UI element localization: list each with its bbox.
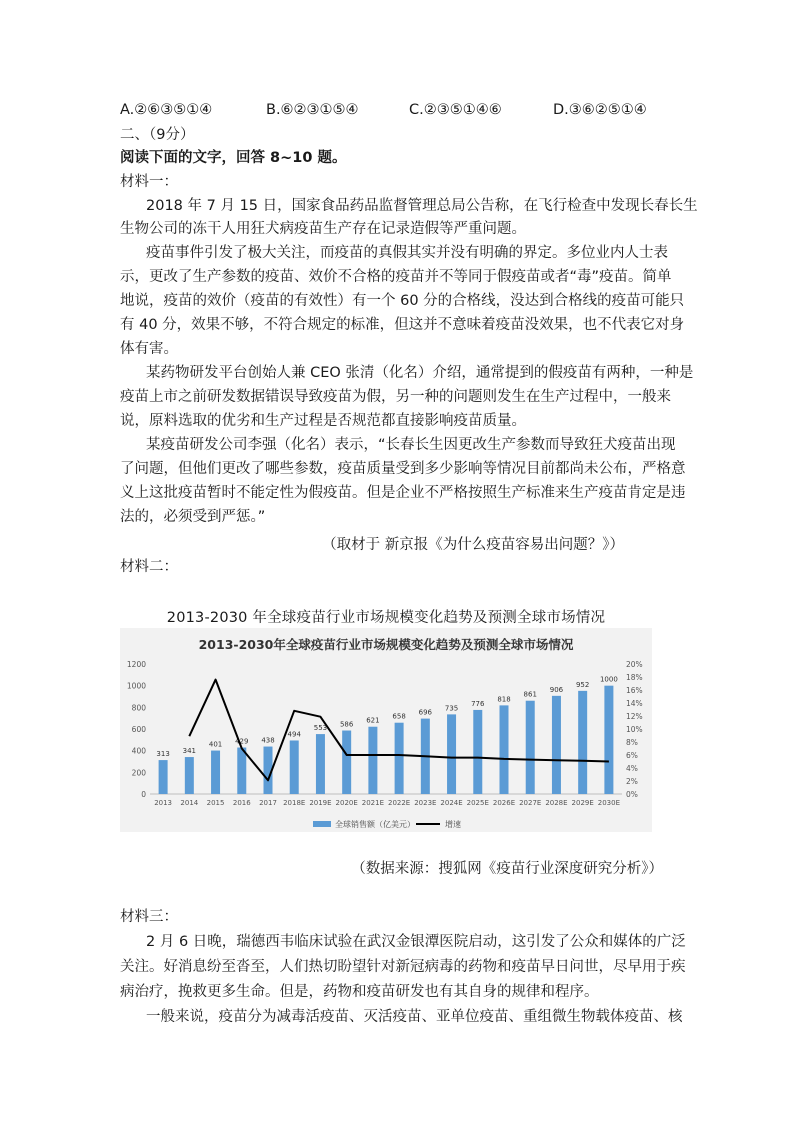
bar-value-label: 553 xyxy=(313,724,328,733)
right-axis-tick-label: 6% xyxy=(626,751,638,760)
right-axis-tick-label: 8% xyxy=(626,738,638,747)
option-b: B.⑥②③①⑤④ xyxy=(266,102,359,118)
right-axis-tick-label: 4% xyxy=(626,764,638,773)
paragraph-line: 义上这批疫苗暂时不能定性为假疫苗。但是企业不严格按照生产标准来生产疫苗肯定是违 xyxy=(120,485,686,501)
left-axis-tick-label: 1200 xyxy=(126,660,146,669)
x-tick-label: 2025E xyxy=(466,799,489,807)
paragraph-line: 疫苗上市之前研发数据错误导致疫苗为假，另一种的问题则发生在生产过程中，一般来 xyxy=(120,389,671,405)
bar xyxy=(395,723,404,794)
bar-value-label: 494 xyxy=(287,730,301,739)
x-tick-label: 2020E xyxy=(335,799,358,807)
material-1-label: 材料一： xyxy=(120,174,178,190)
bar xyxy=(237,748,246,794)
x-tick-label: 2022E xyxy=(387,799,411,807)
left-axis-tick-label: 600 xyxy=(131,725,146,734)
x-tick-label: 2023E xyxy=(414,799,437,807)
bar xyxy=(552,696,561,794)
x-tick-label: 2027E xyxy=(519,799,542,807)
bar-value-label: 438 xyxy=(261,736,275,745)
bar xyxy=(368,727,377,794)
bar xyxy=(473,710,482,794)
paragraph-line: 法的，必须受到严惩。” xyxy=(120,509,266,525)
legend-line-label: 增速 xyxy=(445,820,461,829)
option-a: A.②⑥③⑤①④ xyxy=(120,102,213,118)
bar-value-label: 818 xyxy=(497,695,511,704)
section-heading: 二、（9分） xyxy=(120,127,195,143)
x-tick-label: 2017 xyxy=(259,799,277,807)
bar-value-label: 401 xyxy=(208,740,223,749)
right-axis-tick-label: 18% xyxy=(626,673,643,682)
bar-value-label: 341 xyxy=(182,747,197,756)
bar xyxy=(342,731,351,794)
option-d: D.③⑥②⑤①④ xyxy=(553,102,647,118)
x-tick-label: 2014 xyxy=(180,799,199,807)
material-2-source: （数据来源：搜狐网《疫苗行业深度研究分析》） xyxy=(351,861,663,877)
paragraph-line: 关注。好消息纷至沓至，人们热切盼望针对新冠病毒的药物和疫苗早日问世，尽早用于疾 xyxy=(120,959,686,975)
paragraph-line: 某疫苗研发公司李强（化名）表示，“长春长生因更改生产参数而导致狂犬疫苗出现 xyxy=(146,437,676,453)
left-axis-tick-label: 1000 xyxy=(126,681,146,691)
bar xyxy=(526,701,535,794)
bar-value-label: 586 xyxy=(339,720,354,729)
x-tick-label: 2029E xyxy=(571,799,594,807)
bar xyxy=(500,705,509,794)
paragraph-line: 疫苗事件引发了极大关注，而疫苗的真假其实并没有明确的界定。多位业内人士表 xyxy=(146,245,668,261)
section-instruction: 阅读下面的文字，回答 8~10 题。 xyxy=(120,150,347,166)
bar-value-label: 1000 xyxy=(599,675,618,684)
paragraph-line: 地说，疫苗的效价（疫苗的有效性）有一个 60 分的合格线，没达到合格线的疫苗可能只 xyxy=(120,293,685,309)
chart-panel xyxy=(120,628,652,832)
bar xyxy=(316,734,325,794)
material-3-label: 材料三： xyxy=(120,909,178,925)
material-1-source: （取材于 新京报《为什么疫苗容易出问题？》） xyxy=(322,537,624,553)
legend-bar-swatch xyxy=(313,821,331,827)
chart-inner-title: 2013-2030年全球疫苗行业市场规模变化趋势及预测全球市场情况 xyxy=(198,637,574,652)
bar xyxy=(211,751,220,794)
bar-value-label: 861 xyxy=(523,690,537,699)
bar-value-label: 313 xyxy=(156,750,170,759)
option-c: C.②③⑤①④⑥ xyxy=(409,102,502,118)
material-2-label: 材料二： xyxy=(120,559,178,575)
right-axis-tick-label: 2% xyxy=(626,777,638,786)
bar-value-label: 621 xyxy=(366,716,380,725)
bar-value-label: 952 xyxy=(575,680,590,689)
x-axis-labels xyxy=(154,799,620,807)
left-axis-tick-label: 0 xyxy=(141,790,146,799)
paragraph-line: 示，更改了生产参数的疫苗、效价不合格的疫苗并不等同于假疫苗或者“毒”疫苗。简单 xyxy=(120,269,672,285)
bar-value-label: 776 xyxy=(471,699,485,708)
paragraph-line: 有 40 分，效果不够，不符合规定的标准，但这并不意味着疫苗没效果，也不代表它对身 xyxy=(120,317,685,333)
left-axis-tick-label: 200 xyxy=(131,768,146,778)
left-axis-tick-label: 800 xyxy=(131,703,146,713)
bar xyxy=(159,760,168,794)
bar-value-label: 429 xyxy=(235,737,249,746)
x-tick-label: 2013 xyxy=(154,799,173,807)
bar xyxy=(604,686,613,794)
paragraph-line: 说，原料选取的优劣和生产过程是否规范都直接影响疫苗质量。 xyxy=(120,413,526,429)
x-tick-label: 2030E xyxy=(597,799,621,807)
bar-value-label: 735 xyxy=(444,704,459,713)
x-tick-label: 2015 xyxy=(206,799,225,807)
right-axis-tick-label: 12% xyxy=(626,712,643,721)
vaccine-market-chart xyxy=(120,628,652,832)
bar xyxy=(185,757,194,794)
bar-value-label: 696 xyxy=(418,708,433,717)
x-tick-label: 2026E xyxy=(492,799,516,807)
right-axis-tick-label: 16% xyxy=(626,686,643,695)
bar-value-label: 658 xyxy=(392,712,406,721)
paragraph-line: 2018 年 7 月 15 日，国家食品药品监督管理总局公告称，在飞行检查中发现长春长生 xyxy=(146,198,698,214)
x-tick-label: 2019E xyxy=(309,799,332,807)
bar xyxy=(290,740,299,794)
bar xyxy=(447,714,456,794)
right-axis-tick-label: 0% xyxy=(626,790,638,799)
chart-outer-title: 2013-2030 年全球疫苗行业市场规模变化趋势及预测全球市场情况 xyxy=(166,610,606,626)
paragraph-line: 了问题，但他们更改了哪些参数，疫苗质量受到多少影响等情况目前都尚未公布，严格意 xyxy=(120,461,686,477)
right-axis-tick-label: 14% xyxy=(626,699,643,708)
x-tick-label: 2021E xyxy=(361,799,385,807)
bar xyxy=(578,691,587,794)
x-tick-label: 2018E xyxy=(283,799,306,807)
paragraph-line: 生物公司的冻干人用狂犬病疫苗生产存在记录造假等严重问题。 xyxy=(120,221,526,237)
x-tick-label: 2016 xyxy=(232,799,251,807)
left-axis-tick-label: 400 xyxy=(131,746,146,756)
paragraph-line: 一般来说，疫苗分为减毒活疫苗、灭活疫苗、亚单位疫苗、重组微生物载体疫苗、核 xyxy=(146,1009,683,1025)
paragraph-line: 体有害。 xyxy=(120,341,178,357)
paragraph-line: 2 月 6 日晚，瑞德西韦临床试验在武汉金银潭医院启动，这引发了公众和媒体的广泛 xyxy=(146,934,686,950)
right-axis-tick-label: 10% xyxy=(626,725,643,734)
right-axis-tick-label: 20% xyxy=(626,660,643,669)
bar-value-label: 906 xyxy=(549,685,564,694)
legend-bar-label: 全球销售额（亿美元） xyxy=(335,820,415,829)
x-tick-label: 2024E xyxy=(440,799,463,807)
paragraph-line: 某药物研发平台创始人兼 CEO 张清（化名）介绍，通常提到的假疫苗有两种，一种是 xyxy=(146,365,694,381)
paragraph-line: 病治疗，挽救更多生命。但是，药物和疫苗研发也有其自身的规律和程序。 xyxy=(120,984,599,1000)
x-tick-label: 2028E xyxy=(545,799,568,807)
answer-options xyxy=(120,102,680,122)
